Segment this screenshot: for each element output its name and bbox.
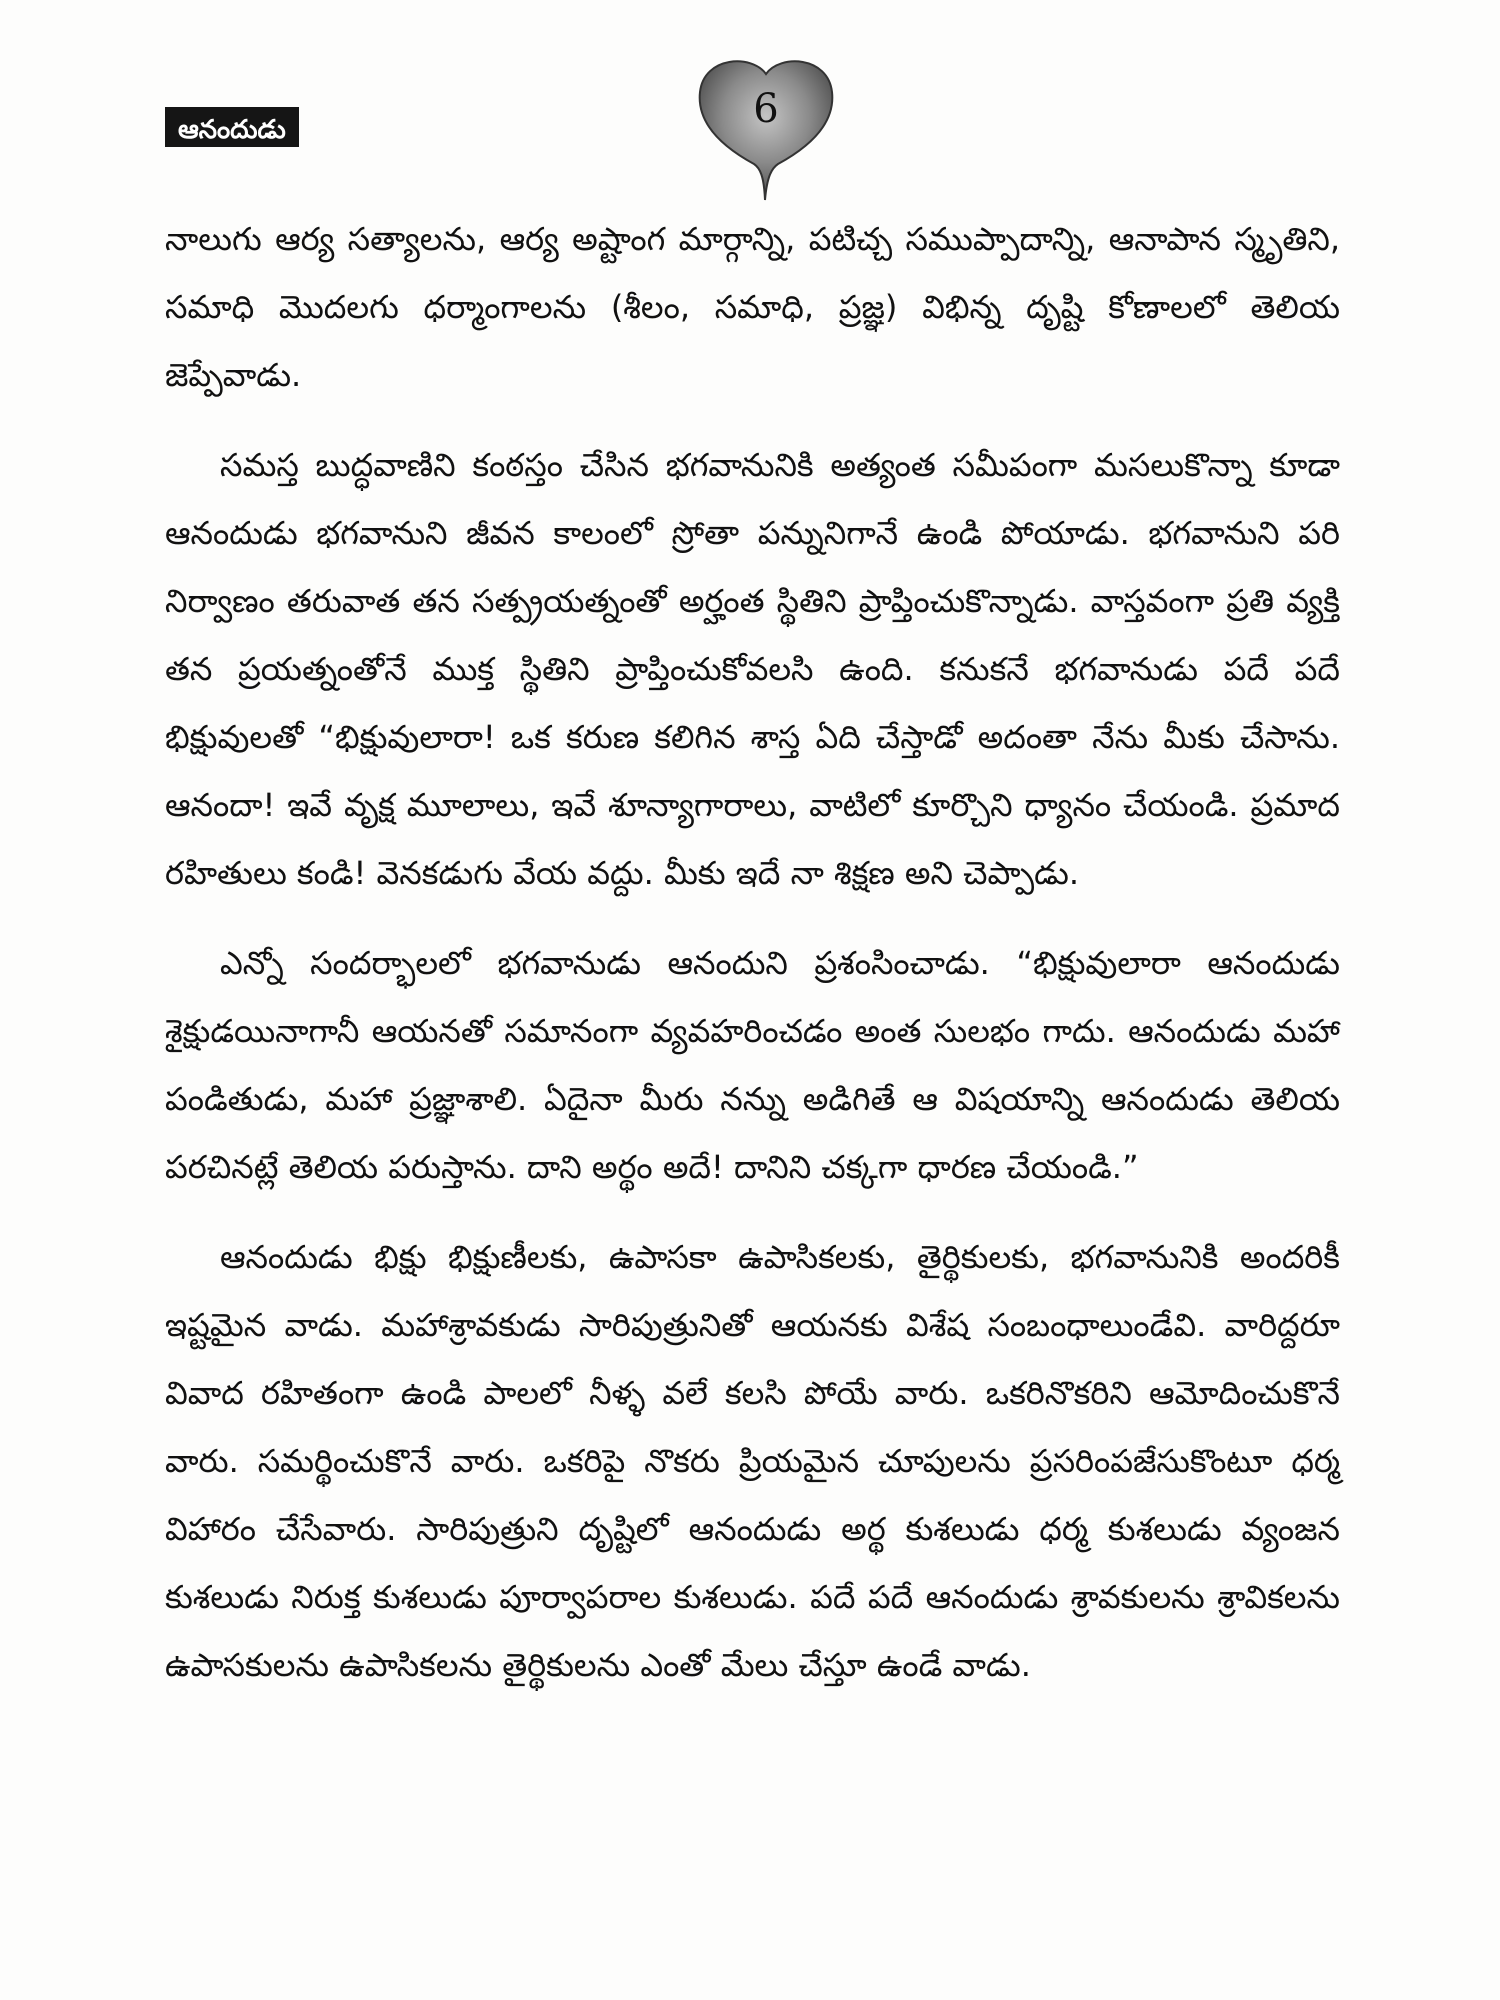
page-number: 6: [753, 86, 779, 132]
paragraph-1: నాలుగు ఆర్య సత్యాలను, ఆర్య అష్టాంగ మార్గాన్ని, పటిచ్చ సముప్పాదాన్ని, ఆనాపాన స్మృతిని, సమాధి మొదలగు ధర్మాంగాలను (శీలం, సమాధి, ప్రజ్ఞ) విభిన్న దృష్టి కోణాలలో తెలియ జెప్పేవాడు.: [165, 220, 1340, 394]
body-text: [165, 205, 1340, 1721]
paragraph-3: ఎన్నో సందర్భాలలో భగవానుడు ఆనందుని ప్రశంసించాడు. “భిక్షువులారా ఆనందుడు శైక్షుడయినాగానీ ఆయనతో సమానంగా వ్యవహరించడం అంత సులభం గాదు. ఆనందుడు మహా పండితుడు, మహా ప్రజ్ఞాశాలి. ఏదైనా మీరు నన్ను అడిగితే ఆ విషయాన్ని ఆనందుడు తెలియ పరచినట్లే తెలియ పరుస్తాను. దాని అర్థం అదే! దానిని చక్కగా ధారణ చేయండి.”: [165, 944, 1340, 1186]
paragraph-4: ఆనందుడు భిక్షు భిక్షుణీలకు, ఉపాసకా ఉపాసికలకు, తైర్థికులకు, భగవానునికి అందరికీ ఇష్టమైన వాడు. మహాశ్రావకుడు సారిపుత్రునితో ఆయనకు విశేష సంబంధాలుండేవి. వారిద్దరూ వివాద రహితంగా ఉండి పాలలో నీళ్ళ వలే కలసి పోయే వారు. ఒకరినొకరిని ఆమోదించుకొనే వారు. సమర్థించుకొనే వారు. ఒకరిపై నొకరు ప్రియమైన చూపులను ప్రసరింపజేసుకొంటూ ధర్మ విహారం చేసేవారు. సారిపుత్రుని దృష్టిలో ఆనందుడు అర్థ కుశలుడు ధర్మ కుశలుడు వ్యంజన కుశలుడు నిరుక్త కుశలుడు పూర్వాపరాల కుశలుడు. పదే పదే ఆనందుడు శ్రావకులను శ్రావికలను ఉపాసకులను ఉపాసికలను తైర్థికులను ఎంతో మేలు చేస్తూ ఉండే వాడు.: [165, 1238, 1340, 1684]
running-head-title: ఆనందుడు: [165, 107, 299, 147]
paragraph-2: సమస్త బుద్ధవాణిని కంఠస్తం చేసిన భగవానునికి అత్యంత సమీపంగా మసలుకొన్నా కూడా ఆనందుడు భగవానుని జీవన కాలంలో స్రోతా పన్నునిగానే ఉండి పోయాడు. భగవానుని పరి నిర్వాణం తరువాత తన సత్ప్రయత్నంతో అర్హంత స్థితిని ప్రాప్తించుకొన్నాడు. వాస్తవంగా ప్రతి వ్యక్తి తన ప్రయత్నంతోనే ముక్త స్థితిని ప్రాప్తించుకోవలసి ఉంది. కనుకనే భగవానుడు పదే పదే భిక్షువులతో “భిక్షువులారా! ఒక కరుణ కలిగిన శాస్త ఏది చేస్తాడో అదంతా నేను మీకు చేసాను. ఆనందా! ఇవే వృక్ష మూలాలు, ఇవే శూన్యాగారాలు, వాటిలో కూర్చొని ధ్యానం చేయండి. ప్రమాద రహితులు కండి! వెనకడుగు వేయ వద్దు. మీకు ఇదే నా శిక్షణ అని చెప్పాడు.: [165, 446, 1340, 892]
page-number-badge: [692, 52, 840, 202]
